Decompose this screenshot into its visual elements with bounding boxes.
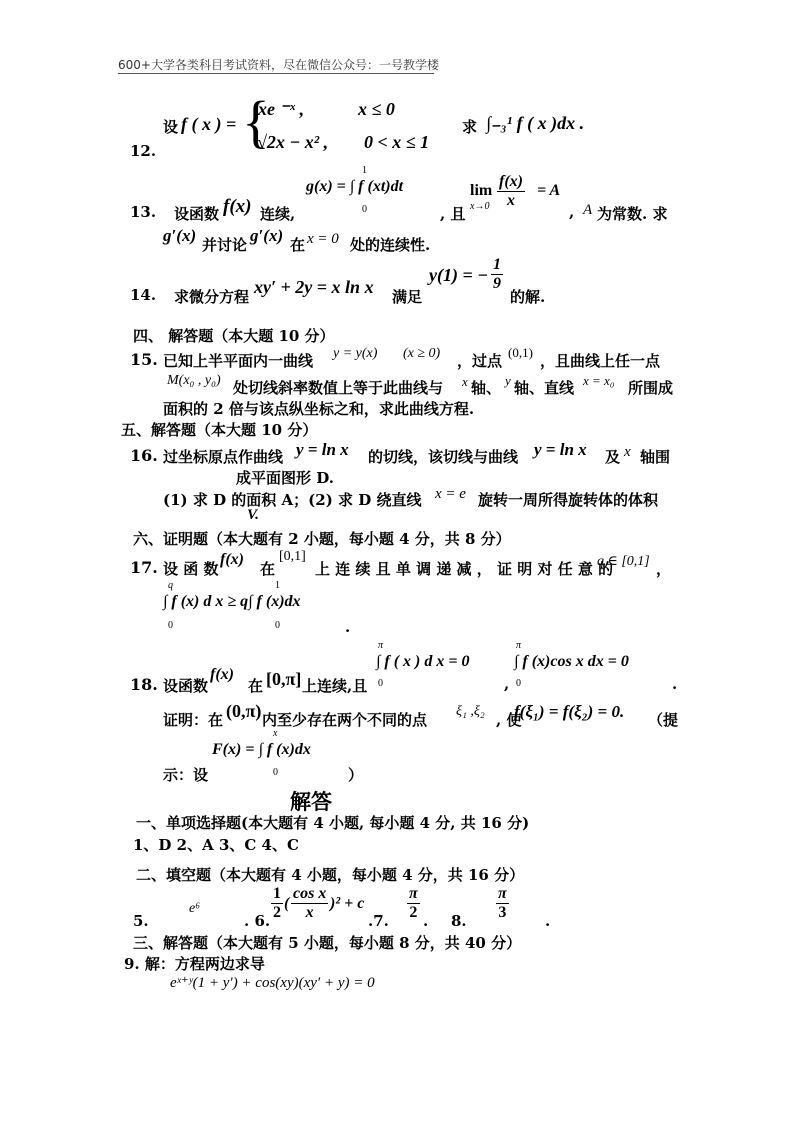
q13-lim-sub: x→0 (470, 201, 490, 212)
q18-F-upper: x (273, 728, 278, 739)
answer-6-num: cos x (293, 885, 327, 902)
q13-gdef: g(x) = ∫ f (xt)dt (306, 178, 404, 195)
q18-cont: 上连续,且 (302, 677, 368, 695)
q17-ineq: ∫ f (x) d x ≥ q∫ f (x)dx (163, 593, 301, 610)
answer-6-half-den: 2 (273, 904, 281, 921)
answers-sec2-title: 二、填空题（本大题有 4 小题，每小题 4 分，共 16 分） (136, 866, 525, 884)
q18-pi1: π (378, 640, 384, 651)
q15-l1d: ，过点 (457, 352, 503, 370)
q13-g-lower: 0 (362, 204, 367, 215)
answer-8-dot: . (545, 912, 551, 930)
q12-ask: 求 (462, 118, 478, 136)
answers-sec3-title: 三、解答题（本大题有 5 小题，每小题 8 分，共 40 分） (133, 934, 522, 952)
q17-up2: 1 (275, 580, 280, 591)
answer-5-value: e⁶ (189, 901, 201, 916)
answer-7-den: 2 (409, 904, 418, 921)
q16-l1f: x (624, 444, 631, 460)
q18-l3a: 示：设 (163, 766, 209, 784)
q13-discuss: 并讨论 (202, 236, 248, 254)
q15-l2f: 轴、直线 (514, 379, 575, 397)
answer-9-lead: 9. 解：方程两边求导 (124, 955, 265, 973)
section-4-title: 四、 解答题（本大题 10 分） (133, 327, 335, 345)
q13-cont2: 处的连续性. (350, 236, 431, 254)
q18-number: 18. (130, 675, 158, 694)
q15-l1e: (0,1) (508, 345, 533, 360)
q13-A: A (583, 202, 593, 218)
q13-and: , 且 (440, 205, 466, 223)
q18-on: 在 (248, 677, 264, 695)
q13-lim-fraction (497, 173, 525, 210)
q12-integral: ∫₋₃¹ f ( x )dx . (486, 113, 585, 133)
q18-l2b: (0,π) (226, 701, 262, 721)
q18-z1: 0 (378, 678, 383, 689)
q15-l2a: M(x₀ , y₀) (167, 373, 221, 388)
q18-l2e: , 使 (496, 711, 522, 729)
q18-z2: 0 (516, 678, 521, 689)
answers-title: 解答 (290, 789, 332, 814)
q18-interval: [0,π] (266, 669, 302, 689)
answer-6-den: x (305, 904, 314, 921)
q13-gprime2: g′(x) (250, 226, 284, 245)
answer-6-tail: )² + c (330, 895, 365, 912)
answer-8-num: π (498, 885, 507, 902)
q17-l1g: ， (656, 560, 672, 578)
q13-gprime: g′(x) (163, 226, 197, 245)
q16-l1b: y = ln x (296, 440, 349, 459)
q18-comma: , (504, 675, 510, 693)
q14-init: y(1) = − (429, 265, 489, 285)
q15-l2d: 轴、 (471, 379, 502, 397)
q15-l2h: 所围成 (628, 379, 674, 397)
q13-lim-rhs: = A (537, 182, 561, 199)
q17-lo2: 0 (275, 620, 280, 631)
q15-l1b: y = y(x) (333, 346, 378, 361)
q18-lead: 设函数 (163, 677, 209, 695)
answer-7-fraction (407, 885, 420, 922)
q13-x0: x = 0 (307, 231, 339, 247)
q12-case1-cond: x ≤ 0 (358, 99, 395, 119)
q16-l3c: 旋转一周所得旋转体的体积 (478, 491, 659, 509)
q14-lead: 求微分方程 (174, 288, 250, 306)
q13-number: 13. (130, 203, 157, 221)
q12-lead: 设 (163, 118, 179, 136)
answer-6-half (271, 885, 283, 922)
q14-end: 的解. (510, 288, 546, 306)
q13-lim: lim (470, 182, 493, 199)
q18-pi2: π (516, 640, 522, 651)
q16-l1a: 过坐标原点作曲线 (163, 448, 284, 466)
q16-l3a: (1) 求 D 的面积 A；(2) 求 D 绕直线 (163, 491, 422, 509)
q16-l3b: x = e (435, 486, 466, 502)
q13-lim-num: f(x) (499, 173, 523, 190)
answer-8-label: 8. (451, 912, 467, 930)
q13-lead: 设函数 (174, 205, 220, 223)
q15-l2c: x (462, 374, 468, 389)
q14-frac-num: 1 (493, 256, 501, 273)
q16-l4: V. (247, 507, 259, 523)
q15-l1a: 已知上半平面内一曲线 (163, 352, 314, 370)
q15-l1f: ，且曲线上任一点 (540, 352, 661, 370)
q16-l1c: 的切线，该切线与曲线 (368, 448, 519, 466)
q13-at: 在 (290, 236, 306, 254)
answer-6-half-num: 1 (273, 885, 281, 902)
section-5-title: 五、解答题（本大题 10 分） (121, 421, 318, 439)
answer-6-fraction (291, 885, 328, 922)
answer-7-num: π (409, 885, 418, 902)
q14-satisfy: 满足 (392, 288, 423, 306)
q15-number: 15. (130, 350, 158, 369)
q14-eq: xy′ + 2y = x ln x (254, 277, 374, 297)
q13-comma: , (569, 203, 575, 221)
q12-brace: { (242, 89, 270, 154)
q12-case2-cond: 0 < x ≤ 1 (364, 132, 430, 152)
answer-6-label: . 6. (244, 912, 271, 930)
q18-l2a: 证明：在 (163, 711, 224, 729)
q18-l2c: 内至少存在两个不同的点 (262, 711, 428, 729)
q14-fraction (491, 256, 503, 293)
answer-9-equation: eˣ⁺ʸ(1 + y′) + cos(xy)(xy′ + y) = 0 (170, 975, 375, 991)
q13-cont: 连续, (260, 205, 296, 223)
q15-l2b: 处切线斜率数值上等于此曲线与 (233, 379, 444, 397)
answer-6-lparen: ( (284, 895, 290, 912)
q12-case2-expr: √2x − x² , (257, 132, 329, 152)
q14-frac-den: 9 (493, 275, 501, 292)
q17-l1e: 上 连 续 且 单 调 递 减 ， 证 明 对 任 意 的 (315, 560, 614, 578)
q15-l3: 面积的 2 倍与该点纵坐标之和，求此曲线方程. (163, 400, 475, 418)
q12-case1-expr: xe ⁻ˣ , (258, 99, 305, 119)
q16-l1d: y = ln x (534, 440, 587, 459)
q18-l2f: f(ξ₁) = f(ξ₂) = 0. (514, 702, 625, 721)
q18-dot: . (672, 675, 678, 693)
q17-number: 17. (130, 558, 158, 577)
q17-l1d: [0,1] (279, 549, 306, 564)
q17-l1a: 设 函 数 (163, 560, 219, 578)
q18-fx: f(x) (210, 666, 234, 683)
answer-7-dot: . (423, 912, 429, 930)
q13-fx: f(x) (223, 196, 252, 217)
answer-5-label: 5. (133, 912, 149, 930)
q18-l2g: （提 (648, 711, 679, 729)
q17-lo1: 0 (168, 620, 173, 631)
answer-8-den: 3 (498, 904, 507, 921)
q13-const: 为常数. 求 (597, 205, 668, 223)
q17-l1c: 在 (260, 560, 276, 578)
q17-up1: q (168, 580, 173, 591)
answers-sec1-list: 1、D 2、A 3、C 4、C (133, 836, 299, 854)
q18-l3end: ） (348, 766, 364, 784)
q12-number: 12. (130, 142, 157, 160)
q17-dot: . (345, 618, 351, 636)
q17-l1b: f(x) (220, 551, 244, 568)
q13-lim-den: x (506, 192, 515, 209)
q12-fx: f ( x ) = (181, 114, 237, 134)
q16-l1g: 轴围 (640, 448, 671, 466)
answer-8-fraction (496, 885, 509, 922)
answers-sec1-title: 一、单项选择题(本大题有 4 小题, 每小题 4 分, 共 16 分) (136, 814, 530, 832)
page-header: 600+大学各类科目考试资料，尽在微信公众号：一号教学楼 (118, 58, 439, 72)
q17-l1f: q ∈ [0,1] (597, 554, 650, 569)
q18-Fdef: F(x) = ∫ f (x)dx (212, 741, 311, 758)
q14-number: 14. (130, 286, 157, 304)
q18-F-lower: 0 (273, 767, 278, 778)
q18-eq2: ∫ f (x)cos x dx = 0 (514, 653, 629, 670)
q18-eq1: ∫ f ( x ) d x = 0 (376, 653, 470, 670)
q15-l2e: y (505, 373, 511, 388)
q15-l2g: x = x₀ (583, 373, 615, 388)
header-divider (118, 73, 434, 74)
q15-l1c: (x ≥ 0) (403, 346, 441, 361)
q16-l1e: 及 (605, 448, 621, 466)
q13-g-upper: 1 (362, 165, 367, 176)
section-6-title: 六、证明题（本大题有 2 小题，每小题 4 分，共 8 分） (133, 530, 511, 548)
q16-l2: 成平面图形 D. (236, 469, 334, 487)
q16-number: 16. (130, 446, 158, 465)
answer-7-label: .7. (368, 912, 389, 930)
q18-l2d: ξ₁ ,ξ₂ (456, 704, 485, 719)
